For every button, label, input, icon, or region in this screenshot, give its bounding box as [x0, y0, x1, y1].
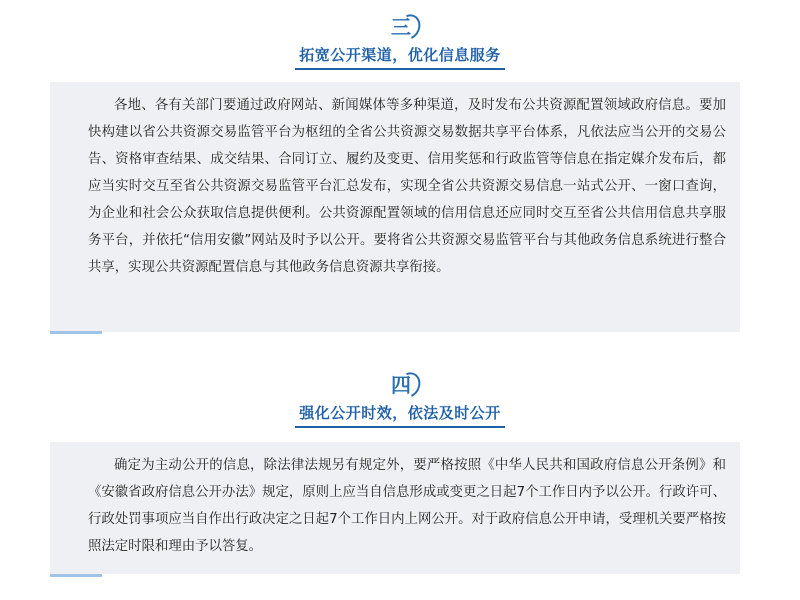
section-3-paragraph: 各地、各有关部门要通过政府网站、新闻媒体等多种渠道，及时发布公共资源配置领域政府信息。要加快构建以省公共资源交易监管平台为枢纽的全省公共资源交易数据共享平台体系，凡依法应当公开的交易公告、资格审查结果、成交结果、合同订立、履约及变更、信用奖惩和行政监管等信息在指定媒介发布后，都应当实时交互至省公共资源交易监管平台汇总发布，实现全省公共资源交易信息一站式公开、一窗口查询，为企业和社会公众获取信息提供便利。公共资源配置领域的信用信息还应同时交互至省公共信用信息共享服务平台，并依托“信用安徽”网站及时予以公开。要将省公共资源交易监管平台与其他政务信息系统进行整合共享，实现公共资源配置信息与其他政务信息资源共享衔接。 — [88, 98, 726, 275]
section-4-title-text: 强化公开时效，依法及时公开 — [295, 402, 505, 428]
section-4-numeral: 四 — [391, 373, 411, 397]
section-4-numeral-badge — [386, 370, 422, 402]
section-4-accent-bar — [50, 574, 102, 577]
section-3-title-text: 拓宽公开渠道，优化信息服务 — [295, 44, 505, 70]
section-3-accent-bar — [50, 331, 102, 334]
section-3-body-box — [50, 82, 740, 332]
section-3-numeral: 三 — [391, 15, 411, 39]
section-3-numeral-badge — [386, 12, 422, 44]
section-4-body-box — [50, 442, 740, 574]
section-4-paragraph: 确定为主动公开的信息，除法律法规另有规定外，要严格按照《中华人民共和国政府信息公开条例》和《安徽省政府信息公开办法》规定，原则上应当自信息形成或变更之日起7个工作日内予以公开。行政许可、行政处罚事项应当自作出行政决定之日起7个工作日内上网公开。对于政府信息公开申请，受理机关要严格按照法定时限和理由予以答复。 — [88, 458, 726, 554]
section-3-title — [0, 44, 800, 70]
section-4-title — [0, 402, 800, 428]
